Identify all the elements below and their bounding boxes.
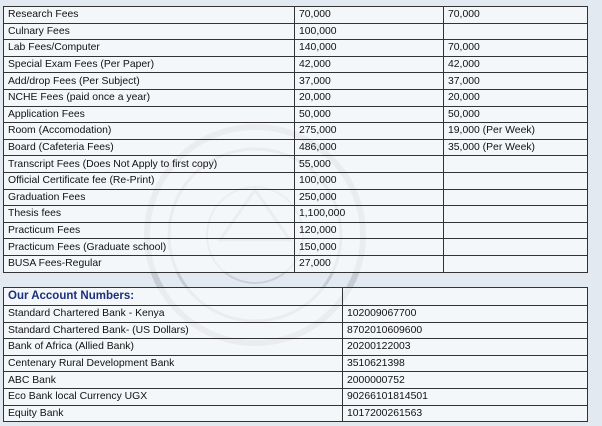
fee-item: Thesis fees [4,206,295,223]
account-number: 102009067700 [343,306,588,323]
fee-row [4,206,588,223]
fee-item: BUSA Fees-Regular [4,255,295,272]
fee-amount: 150,000 [295,239,444,256]
fee-amount-alt [444,172,588,189]
bank-name: Standard Chartered Bank - Kenya [4,306,343,323]
account-number: 2000000752 [343,372,588,389]
account-number: 20200122003 [343,339,588,356]
account-numbers-table [3,287,588,422]
account-row [4,388,588,405]
fee-amount-alt [444,23,588,40]
account-number: 3510621398 [343,355,588,372]
account-header-row [4,288,588,306]
bank-name: Eco Bank local Currency UGX [4,388,343,405]
fee-item: Culnary Fees [4,23,295,40]
fee-row [4,40,588,57]
fee-amount: 275,000 [295,123,444,140]
fee-amount: 50,000 [295,106,444,123]
fee-item: Board (Cafeteria Fees) [4,139,295,156]
account-numbers-title: Our Account Numbers: [4,288,343,306]
fee-item: Add/drop Fees (Per Subject) [4,73,295,90]
fee-row [4,255,588,272]
fee-amount-alt: 19,000 (Per Week) [444,123,588,140]
fee-row [4,189,588,206]
fee-amount: 100,000 [295,172,444,189]
account-number: 8702010609600 [343,322,588,339]
fee-amount: 250,000 [295,189,444,206]
fee-item: Special Exam Fees (Per Paper) [4,56,295,73]
bank-name: Equity Bank [4,405,343,422]
fee-amount-alt: 50,000 [444,106,588,123]
fee-amount-alt: 70,000 [444,7,588,24]
fee-item: Official Certificate fee (Re-Print) [4,172,295,189]
fee-row [4,139,588,156]
fee-amount-alt [444,239,588,256]
fee-item: NCHE Fees (paid once a year) [4,89,295,106]
fee-row [4,56,588,73]
fees-table [3,6,588,273]
fee-amount: 55,000 [295,156,444,173]
fee-amount-alt: 35,000 (Per Week) [444,139,588,156]
fee-amount-alt [444,156,588,173]
fee-amount: 70,000 [295,7,444,24]
bank-name: Standard Chartered Bank- (US Dollars) [4,322,343,339]
fee-amount-alt [444,222,588,239]
fee-amount: 100,000 [295,23,444,40]
fee-row [4,73,588,90]
fee-amount: 20,000 [295,89,444,106]
account-header-empty [343,288,588,306]
account-row [4,306,588,323]
fee-item: Room (Accomodation) [4,123,295,140]
fee-amount-alt: 42,000 [444,56,588,73]
account-row [4,372,588,389]
account-number: 90266101814501 [343,388,588,405]
fee-row [4,222,588,239]
fee-amount-alt [444,189,588,206]
fee-amount: 1,100,000 [295,206,444,223]
account-row [4,339,588,356]
fee-row [4,89,588,106]
fee-row [4,106,588,123]
fee-amount-alt: 20,000 [444,89,588,106]
fee-amount-alt [444,206,588,223]
fee-amount: 140,000 [295,40,444,57]
account-row [4,322,588,339]
fee-item: Graduation Fees [4,189,295,206]
fee-row [4,172,588,189]
fee-row [4,156,588,173]
fee-amount-alt: 70,000 [444,40,588,57]
account-number: 1017200261563 [343,405,588,422]
bank-name: Bank of Africa (Allied Bank) [4,339,343,356]
fee-amount-alt [444,255,588,272]
fee-item: Application Fees [4,106,295,123]
fee-amount: 37,000 [295,73,444,90]
fee-row [4,23,588,40]
fee-item: Transcript Fees (Does Not Apply to first copy) [4,156,295,173]
fee-amount-alt: 37,000 [444,73,588,90]
bank-name: ABC Bank [4,372,343,389]
fee-item: Practicum Fees (Graduate school) [4,239,295,256]
fee-amount: 120,000 [295,222,444,239]
fee-item: Lab Fees/Computer [4,40,295,57]
fee-row [4,7,588,24]
account-row [4,355,588,372]
fee-amount: 486,000 [295,139,444,156]
fee-item: Research Fees [4,7,295,24]
fee-row [4,239,588,256]
fee-item: Practicum Fees [4,222,295,239]
fee-amount: 27,000 [295,255,444,272]
fee-amount: 42,000 [295,56,444,73]
account-row [4,405,588,422]
fee-row [4,123,588,140]
bank-name: Centenary Rural Development Bank [4,355,343,372]
